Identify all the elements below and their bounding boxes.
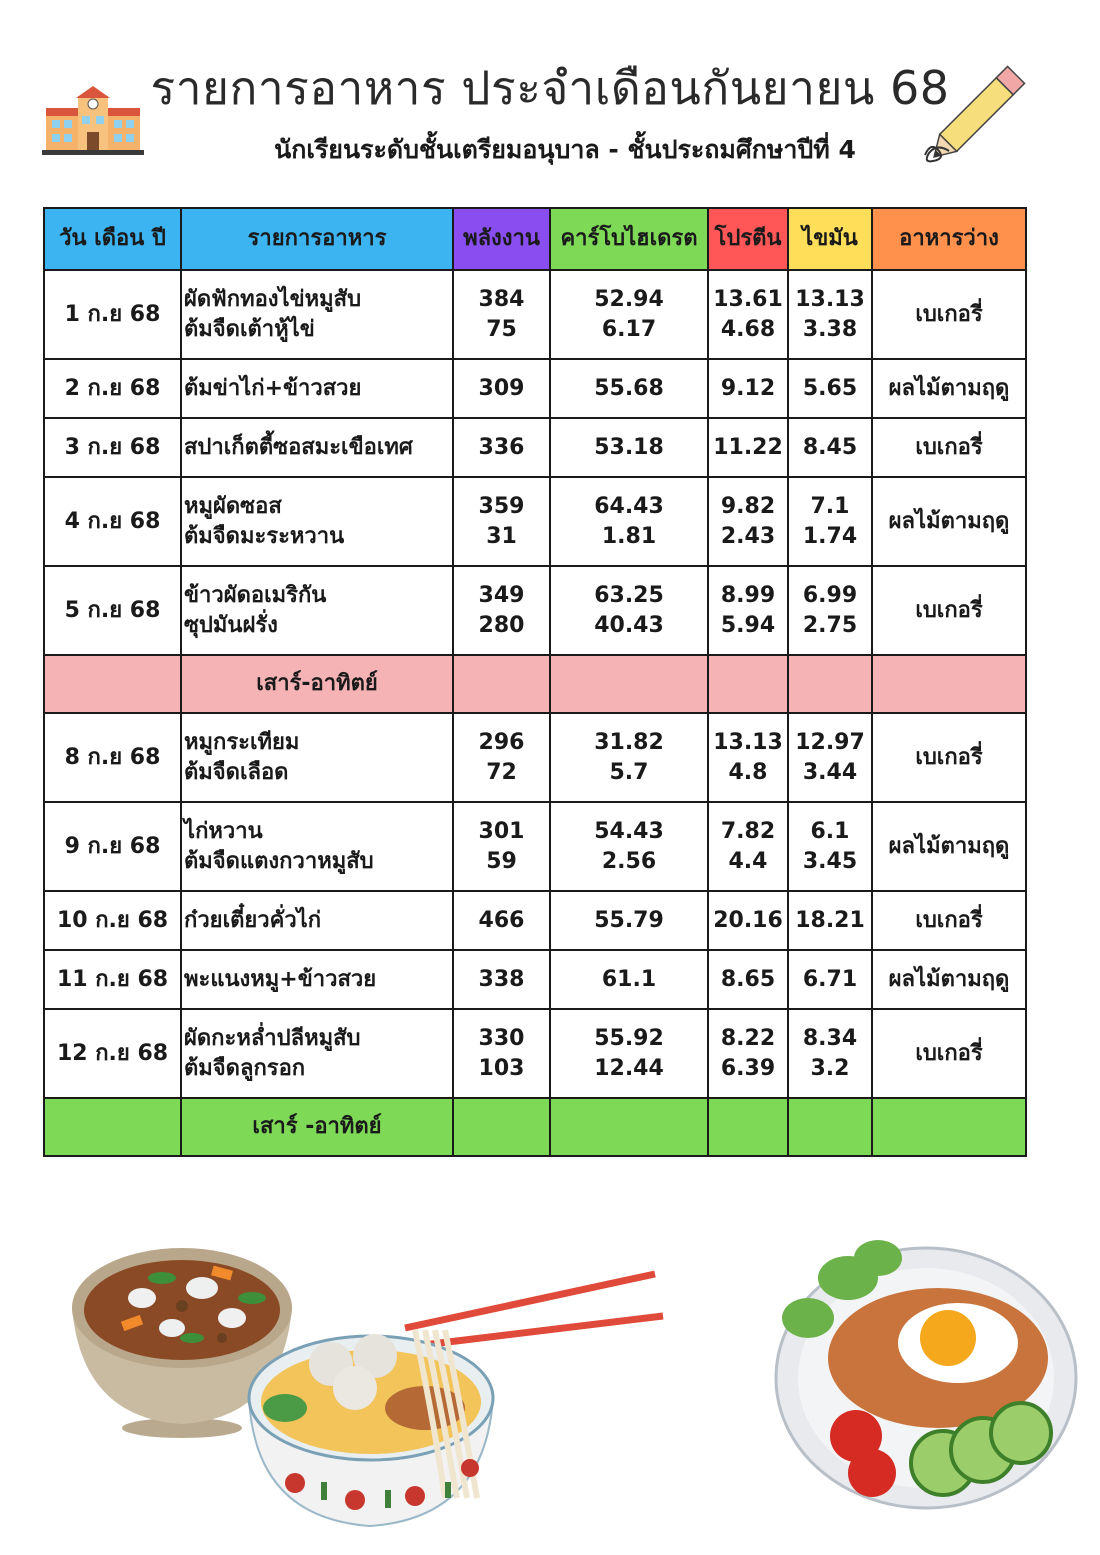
- table-header-row: [44, 208, 1026, 270]
- noodle-bowl-icon: [245, 1268, 670, 1530]
- date-cell: 12 ก.ย 68: [44, 1009, 181, 1098]
- food-cell: ต้มข่าไก่+ข้าวสวย: [181, 359, 453, 418]
- date-cell: 4 ก.ย 68: [44, 477, 181, 566]
- date-cell: 1 ก.ย 68: [44, 270, 181, 359]
- table-row: [44, 950, 1026, 1009]
- snack-cell: เบเกอรี่: [872, 566, 1026, 655]
- weekend-cell: [708, 655, 788, 713]
- protein-cell: 13.61 4.68: [708, 270, 788, 359]
- column-header-food: รายการอาหาร: [181, 208, 453, 270]
- column-header-fat: ไขมัน: [788, 208, 872, 270]
- weekend-cell: [550, 1098, 708, 1156]
- carb-cell: 64.43 1.81: [550, 477, 708, 566]
- energy-cell: 330 103: [453, 1009, 550, 1098]
- fried-rice-plate-icon: [768, 1228, 1078, 1513]
- weekend-cell: [44, 1098, 181, 1156]
- date-cell: 2 ก.ย 68: [44, 359, 181, 418]
- carb-cell: 55.79: [550, 891, 708, 950]
- table-row: [44, 270, 1026, 359]
- pencil-icon: [915, 55, 1045, 167]
- carb-cell: 31.82 5.7: [550, 713, 708, 802]
- snack-cell: เบเกอรี่: [872, 1009, 1026, 1098]
- snack-cell: เบเกอรี่: [872, 891, 1026, 950]
- column-header-energy: พลังงาน: [453, 208, 550, 270]
- energy-cell: 309: [453, 359, 550, 418]
- fat-cell: 8.34 3.2: [788, 1009, 872, 1098]
- table-row: [44, 477, 1026, 566]
- food-cell: ผัดฟักทองไข่หมูสับ ต้มจืดเต้าหู้ไข่: [181, 270, 453, 359]
- snack-cell: เบเกอรี่: [872, 713, 1026, 802]
- table-row: [44, 713, 1026, 802]
- fat-cell: 6.1 3.45: [788, 802, 872, 891]
- protein-cell: 9.82 2.43: [708, 477, 788, 566]
- weekend-cell: [872, 655, 1026, 713]
- protein-cell: 8.65: [708, 950, 788, 1009]
- food-cell: ก๋วยเตี๋ยวคั่วไก่: [181, 891, 453, 950]
- energy-cell: 301 59: [453, 802, 550, 891]
- fat-cell: 7.1 1.74: [788, 477, 872, 566]
- date-cell: 3 ก.ย 68: [44, 418, 181, 477]
- weekend-cell: [453, 655, 550, 713]
- snack-cell: เบเกอรี่: [872, 270, 1026, 359]
- carb-cell: 52.94 6.17: [550, 270, 708, 359]
- date-cell: 8 ก.ย 68: [44, 713, 181, 802]
- energy-cell: 466: [453, 891, 550, 950]
- fat-cell: 18.21: [788, 891, 872, 950]
- food-cell: ผัดกะหล่ำปลีหมูสับ ต้มจืดลูกรอก: [181, 1009, 453, 1098]
- table-row: [44, 359, 1026, 418]
- weekend-label: เสาร์ -อาทิตย์: [181, 1098, 453, 1156]
- protein-cell: 13.13 4.8: [708, 713, 788, 802]
- weekend-row: [44, 655, 1026, 713]
- table-row: [44, 418, 1026, 477]
- food-cell: หมูกระเทียม ต้มจืดเลือด: [181, 713, 453, 802]
- weekend-row: [44, 1098, 1026, 1156]
- fat-cell: 13.13 3.38: [788, 270, 872, 359]
- snack-cell: ผลไม้ตามฤดู: [872, 477, 1026, 566]
- snack-cell: เบเกอรี่: [872, 418, 1026, 477]
- weekend-cell: [872, 1098, 1026, 1156]
- energy-cell: 349 280: [453, 566, 550, 655]
- table-row: [44, 566, 1026, 655]
- food-cell: หมูผัดซอส ต้มจืดมะระหวาน: [181, 477, 453, 566]
- table-row: [44, 891, 1026, 950]
- school-building-icon: [40, 84, 146, 156]
- food-cell: ไก่หวาน ต้มจืดแตงกวาหมูสับ: [181, 802, 453, 891]
- protein-cell: 11.22: [708, 418, 788, 477]
- column-header-snack: อาหารว่าง: [872, 208, 1026, 270]
- energy-cell: 296 72: [453, 713, 550, 802]
- weekend-cell: [788, 1098, 872, 1156]
- protein-cell: 20.16: [708, 891, 788, 950]
- protein-cell: 8.22 6.39: [708, 1009, 788, 1098]
- weekend-cell: [708, 1098, 788, 1156]
- snack-cell: ผลไม้ตามฤดู: [872, 802, 1026, 891]
- weekend-label: เสาร์-อาทิตย์: [181, 655, 453, 713]
- food-cell: พะแนงหมู+ข้าวสวย: [181, 950, 453, 1009]
- energy-cell: 359 31: [453, 477, 550, 566]
- food-cell: สปาเก็ตตี้ซอสมะเขือเทศ: [181, 418, 453, 477]
- column-header-carb: คาร์โบไฮเดรต: [550, 208, 708, 270]
- fat-cell: 6.99 2.75: [788, 566, 872, 655]
- carb-cell: 53.18: [550, 418, 708, 477]
- snack-cell: ผลไม้ตามฤดู: [872, 950, 1026, 1009]
- snack-cell: ผลไม้ตามฤดู: [872, 359, 1026, 418]
- energy-cell: 336: [453, 418, 550, 477]
- energy-cell: 338: [453, 950, 550, 1009]
- weekend-cell: [788, 655, 872, 713]
- date-cell: 9 ก.ย 68: [44, 802, 181, 891]
- carb-cell: 54.43 2.56: [550, 802, 708, 891]
- food-cell: ข้าวผัดอเมริกัน ซุปมันฝรั่ง: [181, 566, 453, 655]
- weekend-cell: [550, 655, 708, 713]
- date-cell: 5 ก.ย 68: [44, 566, 181, 655]
- protein-cell: 7.82 4.4: [708, 802, 788, 891]
- protein-cell: 8.99 5.94: [708, 566, 788, 655]
- fat-cell: 5.65: [788, 359, 872, 418]
- weekend-cell: [453, 1098, 550, 1156]
- page-title: รายการอาหาร ประจำเดือนกันยายน 68: [150, 61, 950, 115]
- page-subtitle: นักเรียนระดับชั้นเตรียมอนุบาล - ชั้นประถมศึกษาปีที่ 4: [274, 135, 856, 164]
- carb-cell: 55.92 12.44: [550, 1009, 708, 1098]
- date-cell: 10 ก.ย 68: [44, 891, 181, 950]
- carb-cell: 61.1: [550, 950, 708, 1009]
- fat-cell: 8.45: [788, 418, 872, 477]
- protein-cell: 9.12: [708, 359, 788, 418]
- carb-cell: 55.68: [550, 359, 708, 418]
- weekend-cell: [44, 655, 181, 713]
- menu-table: [43, 207, 1027, 1157]
- fat-cell: 12.97 3.44: [788, 713, 872, 802]
- fat-cell: 6.71: [788, 950, 872, 1009]
- column-header-date: วัน เดือน ปี: [44, 208, 181, 270]
- carb-cell: 63.25 40.43: [550, 566, 708, 655]
- column-header-protein: โปรตีน: [708, 208, 788, 270]
- table-row: [44, 1009, 1026, 1098]
- table-row: [44, 802, 1026, 891]
- energy-cell: 384 75: [453, 270, 550, 359]
- date-cell: 11 ก.ย 68: [44, 950, 181, 1009]
